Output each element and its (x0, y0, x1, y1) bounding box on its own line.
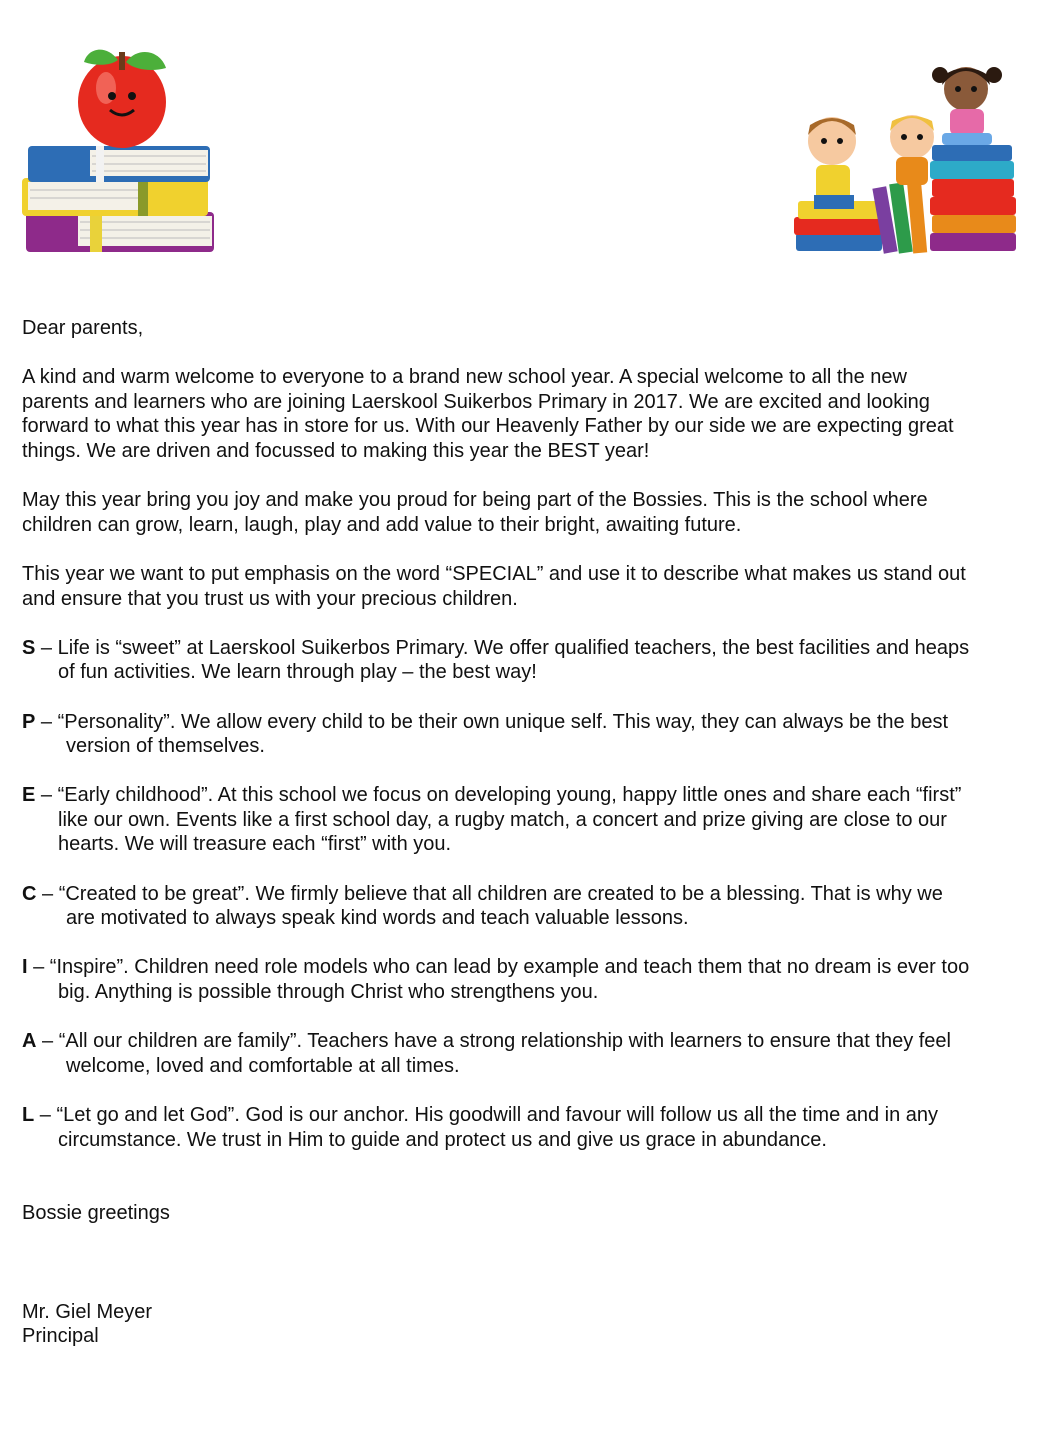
item-continuation: are motivated to always speak kind words and teach valuable lessons. (66, 907, 689, 930)
item-continuation: big. Anything is possible through Christ who strengthens you. (58, 981, 599, 1004)
joy-paragraph (22, 488, 1042, 537)
special-item-p (22, 710, 1042, 759)
item-continuation: hearts. We will treasure each “first” with you. (58, 833, 452, 856)
welcome-paragraph (22, 365, 1042, 463)
item-letter: L (22, 1104, 35, 1126)
item-letter: A (22, 1030, 37, 1053)
item-continuation: like our own. Events like a first school day, a rugby match, a concert and prize giving are close to our (58, 808, 947, 831)
welcome-line-3: forward to what this year has in store for us. With our Heavenly Father by our side we are expecting great (22, 415, 954, 438)
item-letter: I (22, 956, 28, 979)
item-text: – Life is “sweet” at Laerskool Suikerbos Primary. We offer qualified teachers, the best facilities and heaps (35, 636, 970, 659)
apple-on-books-icon (18, 40, 220, 260)
special-item-e (22, 783, 1042, 857)
signature-title: Principal (22, 1325, 99, 1348)
letter-body (22, 316, 1042, 1349)
special-item-i (22, 955, 1042, 1004)
item-text: – “Inspire”. Children need role models who can lead by example and teach them that no dream is ever too (27, 956, 970, 979)
item-text: – “Early childhood”. At this school we focus on developing young, happy little ones and share each “first” (35, 784, 962, 807)
apple-character (78, 50, 166, 148)
special-item-c (22, 882, 1042, 931)
joy-line-1: May this year bring you joy and make you proud for being part of the Bossies. This is the school where (22, 489, 928, 512)
special-paragraph (22, 562, 1042, 611)
item-continuation: of fun activities. We learn through play – the best way! (58, 661, 537, 684)
item-continuation: circumstance. We trust in Him to guide and protect us and give us grace in abundance. (58, 1128, 827, 1151)
item-text: – “All our children are family”. Teachers have a strong relationship with learners to ensure that they feel (36, 1030, 951, 1053)
special-item-a (22, 1029, 1042, 1078)
closing: Bossie greetings (22, 1202, 170, 1225)
joy-line-2: children can grow, learn, laugh, play and add value to their bright, awaiting future. (22, 513, 742, 536)
welcome-line-1: A kind and warm welcome to everyone to a brand new school year. A special welcome to all the new (22, 366, 907, 389)
signature-block (22, 1300, 1042, 1349)
welcome-line-2: parents and learners who are joining Laerskool Suikerbos Primary in 2017. We are excited and looking (22, 390, 930, 413)
salutation: Dear parents, (22, 317, 144, 339)
item-continuation: version of themselves. (66, 735, 265, 758)
item-letter: S (22, 636, 36, 659)
special-line-1: This year we want to put emphasis on the word “SPECIAL” and use it to describe what makes us stand out (22, 562, 966, 585)
item-continuation: welcome, loved and comfortable at all times. (66, 1054, 460, 1077)
item-text: – “Let go and let God”. God is our anchor. His goodwill and favour will follow us all the time and in any (34, 1104, 939, 1126)
special-line-2: and ensure that you trust us with your precious children. (22, 587, 518, 610)
item-letter: C (22, 882, 37, 905)
item-letter: P (22, 710, 36, 733)
children-on-books-icon (790, 55, 1025, 260)
item-text: – “Personality”. We allow every child to be their own unique self. This way, they can always be the best (35, 710, 949, 733)
special-item-s (22, 636, 1042, 685)
signature-name: Mr. Giel Meyer (22, 1300, 153, 1323)
item-letter: E (22, 784, 36, 807)
book-stack (22, 146, 214, 252)
item-text: – “Created to be great”. We firmly believe that all children are created to be a blessing. That is why we (36, 882, 943, 905)
special-item-l (22, 1103, 1042, 1152)
welcome-line-4: things. We are driven and focussed to making this year the BEST year! (22, 439, 650, 462)
